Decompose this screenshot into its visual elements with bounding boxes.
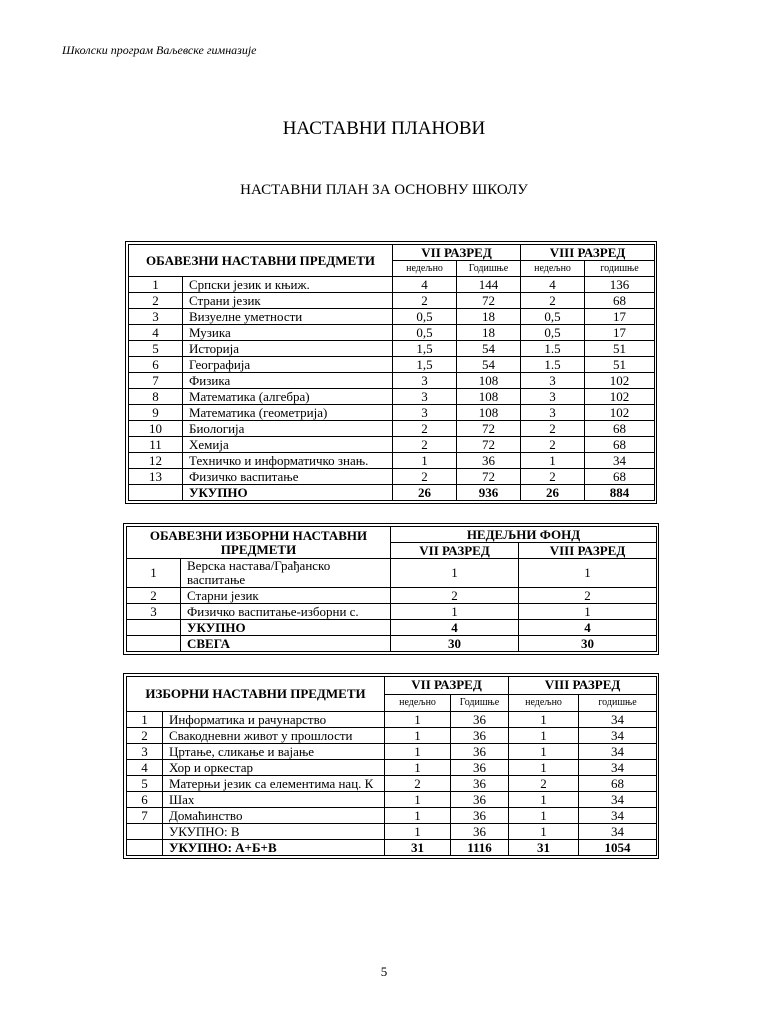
hours-cell: 2 <box>519 588 657 604</box>
hours-cell: 1 <box>519 604 657 620</box>
row-number: 9 <box>129 405 183 421</box>
table1-total-cell: 884 <box>585 485 655 501</box>
hours-cell: 34 <box>579 792 657 808</box>
hours-cell: 1 <box>519 559 657 588</box>
hours-cell: 1 <box>385 760 451 776</box>
hours-cell: 3 <box>393 373 457 389</box>
table3-total-num <box>127 840 163 856</box>
hours-cell: 72 <box>457 421 521 437</box>
table3-total-cell: 31 <box>509 840 579 856</box>
subject-name: Физичко васпитање <box>183 469 393 485</box>
page-title: НАСТАВНИ ПЛАНОВИ <box>282 118 486 139</box>
hours-cell: 1.5 <box>521 341 585 357</box>
table3-weekly-header: недељно <box>385 694 451 712</box>
row-number: 4 <box>127 760 163 776</box>
row-number: 6 <box>129 357 183 373</box>
hours-cell: 2 <box>521 469 585 485</box>
hours-cell: 144 <box>457 277 521 293</box>
table2-total-cell: 4 <box>519 620 657 636</box>
hours-cell: 1 <box>509 712 579 728</box>
table-row <box>127 760 657 776</box>
subject-name: Старни језик <box>181 588 391 604</box>
row-number: 2 <box>127 728 163 744</box>
table3-total-cell: 31 <box>385 840 451 856</box>
hours-cell: 72 <box>457 469 521 485</box>
subject-name: Шах <box>163 792 385 808</box>
hours-cell: 2 <box>521 421 585 437</box>
hours-cell: 1 <box>509 728 579 744</box>
row-number: 5 <box>129 341 183 357</box>
table-row <box>127 776 657 792</box>
row-number: 1 <box>129 277 183 293</box>
hours-cell: 0,5 <box>393 325 457 341</box>
table1-heading: ОБАВЕЗНИ НАСТАВНИ ПРЕДМЕТИ <box>129 245 393 277</box>
table-row <box>127 588 657 604</box>
hours-cell: 1 <box>391 559 519 588</box>
table3-total-cell: 1116 <box>451 840 509 856</box>
table3-total-label: УКУПНО: А+Б+В <box>163 840 385 856</box>
hours-cell: 1 <box>509 744 579 760</box>
hours-cell: 1 <box>385 808 451 824</box>
hours-cell: 2 <box>509 776 579 792</box>
hours-cell: 17 <box>585 325 655 341</box>
hours-cell: 17 <box>585 309 655 325</box>
hours-cell: 108 <box>457 373 521 389</box>
row-number: 3 <box>127 744 163 760</box>
row-number: 8 <box>129 389 183 405</box>
table3-subtotal-label: УКУПНО: В <box>163 824 385 840</box>
hours-cell: 1 <box>385 744 451 760</box>
table1-total-cell: 936 <box>457 485 521 501</box>
hours-cell: 136 <box>585 277 655 293</box>
subject-name: Музика <box>183 325 393 341</box>
subject-name: Хемија <box>183 437 393 453</box>
table3-yearly-header: годишње <box>579 694 657 712</box>
subject-name: Верска настава/Грађанско васпитање <box>181 559 391 588</box>
row-number: 13 <box>129 469 183 485</box>
table1-weekly-header: недељно <box>521 261 585 277</box>
table3-weekly-header: недељно <box>509 694 579 712</box>
table3-subtotal-num <box>127 824 163 840</box>
hours-cell: 68 <box>585 437 655 453</box>
hours-cell: 36 <box>451 760 509 776</box>
table1-total-label: УКУПНО <box>183 485 393 501</box>
hours-cell: 34 <box>579 728 657 744</box>
hours-cell: 36 <box>451 792 509 808</box>
subject-name: Математика (алгебра) <box>183 389 393 405</box>
hours-cell: 0,5 <box>521 309 585 325</box>
hours-cell: 34 <box>579 744 657 760</box>
table2-grand-cell: 30 <box>391 636 519 652</box>
hours-cell: 1,5 <box>393 357 457 373</box>
hours-cell: 1 <box>385 792 451 808</box>
table-row <box>129 277 655 293</box>
hours-cell: 34 <box>579 760 657 776</box>
table1-yearly-header: Годишње <box>457 261 521 277</box>
hours-cell: 4 <box>521 277 585 293</box>
subject-name: Визуелне уметности <box>183 309 393 325</box>
hours-cell: 1 <box>393 453 457 469</box>
table2-heading: ОБАВЕЗНИ ИЗБОРНИ НАСТАВНИ ПРЕДМЕТИ <box>127 527 391 559</box>
hours-cell: 68 <box>579 776 657 792</box>
row-number: 5 <box>127 776 163 792</box>
table2-grade7-header: VII РАЗРЕД <box>391 543 519 559</box>
table3-heading: ИЗБОРНИ НАСТАВНИ ПРЕДМЕТИ <box>127 677 385 712</box>
table1-weekly-header: недељно <box>393 261 457 277</box>
table-row <box>129 293 655 309</box>
row-number: 7 <box>127 808 163 824</box>
table3-grade7-header: VII РАЗРЕД <box>385 677 509 695</box>
subject-name: Хор и оркестар <box>163 760 385 776</box>
table2-total-num <box>127 620 181 636</box>
hours-cell: 2 <box>393 469 457 485</box>
hours-cell: 3 <box>521 405 585 421</box>
subject-name: Биологија <box>183 421 393 437</box>
hours-cell: 1 <box>385 728 451 744</box>
hours-cell: 4 <box>393 277 457 293</box>
table-row <box>127 744 657 760</box>
table3-grade8-header: VIII РАЗРЕД <box>509 677 657 695</box>
hours-cell: 68 <box>585 421 655 437</box>
table-row <box>127 712 657 728</box>
hours-cell: 34 <box>579 712 657 728</box>
table1-grade8-header: VIII РАЗРЕД <box>521 245 655 261</box>
page-number: 5 <box>380 964 388 979</box>
hours-cell: 0,5 <box>393 309 457 325</box>
hours-cell: 68 <box>585 469 655 485</box>
row-number: 2 <box>129 293 183 309</box>
row-number: 11 <box>129 437 183 453</box>
hours-cell: 36 <box>451 728 509 744</box>
row-number: 2 <box>127 588 181 604</box>
subject-name: Географија <box>183 357 393 373</box>
hours-cell: 72 <box>457 293 521 309</box>
hours-cell: 1 <box>509 760 579 776</box>
subject-name: Матерњи језик са елементима нац. К <box>163 776 385 792</box>
hours-cell: 3 <box>521 389 585 405</box>
table1-yearly-header: годишње <box>585 261 655 277</box>
subject-name: Историја <box>183 341 393 357</box>
table-row <box>129 469 655 485</box>
hours-cell: 36 <box>451 776 509 792</box>
table-row <box>129 405 655 421</box>
table1-total-cell: 26 <box>521 485 585 501</box>
mandatory-elective-table <box>123 523 659 655</box>
hours-cell: 2 <box>393 437 457 453</box>
hours-cell: 36 <box>451 712 509 728</box>
table2-grand-label: СВЕГА <box>181 636 391 652</box>
table-row <box>129 389 655 405</box>
subject-name: Српски језик и књиж. <box>183 277 393 293</box>
table2-grand-cell: 30 <box>519 636 657 652</box>
table2-fund-header: НЕДЕЉНИ ФОНД <box>391 527 657 543</box>
elective-subjects-table <box>123 673 659 859</box>
hours-cell: 2 <box>393 421 457 437</box>
table3-subtotal-cell: 1 <box>509 824 579 840</box>
hours-cell: 34 <box>585 453 655 469</box>
hours-cell: 3 <box>393 389 457 405</box>
row-number: 4 <box>129 325 183 341</box>
hours-cell: 51 <box>585 341 655 357</box>
mandatory-subjects-table <box>125 241 657 504</box>
subject-name: Математика (геометрија) <box>183 405 393 421</box>
table-row <box>127 808 657 824</box>
subject-name: Физика <box>183 373 393 389</box>
hours-cell: 18 <box>457 309 521 325</box>
row-number: 7 <box>129 373 183 389</box>
table3-total-cell: 1054 <box>579 840 657 856</box>
hours-cell: 2 <box>385 776 451 792</box>
table-row <box>129 309 655 325</box>
hours-cell: 36 <box>451 808 509 824</box>
hours-cell: 36 <box>457 453 521 469</box>
table-row <box>129 421 655 437</box>
hours-cell: 54 <box>457 357 521 373</box>
table-row <box>129 373 655 389</box>
row-number: 12 <box>129 453 183 469</box>
table-row <box>127 792 657 808</box>
hours-cell: 3 <box>521 373 585 389</box>
hours-cell: 68 <box>585 293 655 309</box>
hours-cell: 2 <box>521 293 585 309</box>
row-number: 1 <box>127 559 181 588</box>
table3-subtotal-cell: 34 <box>579 824 657 840</box>
table3-subtotal-cell: 1 <box>385 824 451 840</box>
table-row <box>129 437 655 453</box>
hours-cell: 54 <box>457 341 521 357</box>
table-row <box>129 325 655 341</box>
hours-cell: 1 <box>521 453 585 469</box>
hours-cell: 1 <box>391 604 519 620</box>
subject-name: Цртање, сликање и вајање <box>163 744 385 760</box>
table-row <box>127 604 657 620</box>
hours-cell: 34 <box>579 808 657 824</box>
hours-cell: 18 <box>457 325 521 341</box>
hours-cell: 3 <box>393 405 457 421</box>
hours-cell: 108 <box>457 405 521 421</box>
subject-name: Домаћинство <box>163 808 385 824</box>
page-subtitle: НАСТАВНИ ПЛАН ЗА ОСНОВНУ ШКОЛУ <box>240 182 528 198</box>
table1-grade7-header: VII РАЗРЕД <box>393 245 521 261</box>
hours-cell: 1.5 <box>521 357 585 373</box>
table-row <box>127 559 657 588</box>
table1-total-cell: 26 <box>393 485 457 501</box>
hours-cell: 102 <box>585 389 655 405</box>
hours-cell: 1 <box>509 792 579 808</box>
subject-name: Техничко и информатичко знањ. <box>183 453 393 469</box>
row-number: 6 <box>127 792 163 808</box>
table2-grand-num <box>127 636 181 652</box>
row-number: 1 <box>127 712 163 728</box>
hours-cell: 2 <box>521 437 585 453</box>
hours-cell: 0,5 <box>521 325 585 341</box>
table2-total-cell: 4 <box>391 620 519 636</box>
table-row <box>129 357 655 373</box>
hours-cell: 102 <box>585 405 655 421</box>
table2-total-label: УКУПНО <box>181 620 391 636</box>
hours-cell: 1 <box>385 712 451 728</box>
row-number: 3 <box>127 604 181 620</box>
table3-subtotal-cell: 36 <box>451 824 509 840</box>
table2-grade8-header: VIII РАЗРЕД <box>519 543 657 559</box>
hours-cell: 36 <box>451 744 509 760</box>
hours-cell: 51 <box>585 357 655 373</box>
subject-name: Информатика и рачунарство <box>163 712 385 728</box>
subject-name: Физичко васпитање-изборни с. <box>181 604 391 620</box>
hours-cell: 2 <box>391 588 519 604</box>
table-row <box>129 453 655 469</box>
subject-name: Страни језик <box>183 293 393 309</box>
table-row <box>129 341 655 357</box>
hours-cell: 1,5 <box>393 341 457 357</box>
row-number: 10 <box>129 421 183 437</box>
row-number: 3 <box>129 309 183 325</box>
document-header: Школски програм Ваљевске гимназије <box>62 43 257 57</box>
hours-cell: 108 <box>457 389 521 405</box>
hours-cell: 2 <box>393 293 457 309</box>
table3-yearly-header: Годишње <box>451 694 509 712</box>
hours-cell: 102 <box>585 373 655 389</box>
table1-total-num <box>129 485 183 501</box>
table-row <box>127 728 657 744</box>
subject-name: Свакодневни живот у прошлости <box>163 728 385 744</box>
hours-cell: 1 <box>509 808 579 824</box>
hours-cell: 72 <box>457 437 521 453</box>
